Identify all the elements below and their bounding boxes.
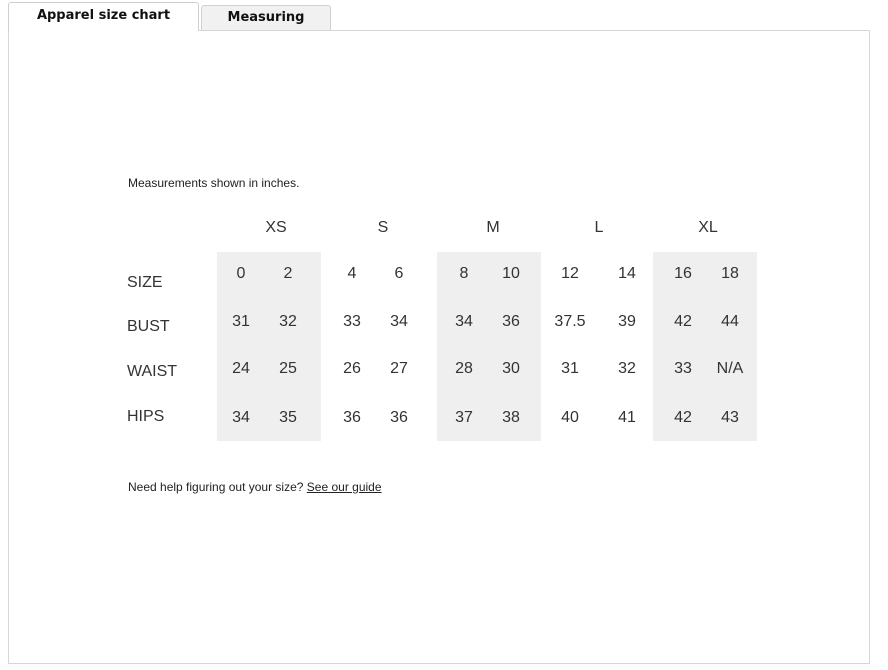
table-cell: 37	[455, 409, 473, 426]
table-cell: 2	[283, 265, 293, 282]
table-cell: 36	[390, 409, 408, 426]
header-s: S	[377, 219, 389, 236]
table-cell: 34	[390, 313, 408, 330]
table-cell: 32	[279, 313, 297, 330]
table-cell: 26	[343, 360, 361, 377]
table-cell: 41	[618, 409, 636, 426]
table-cell: 31	[232, 313, 250, 330]
row-label-size: SIZE	[127, 274, 163, 291]
help-text: Need help figuring out your size?	[128, 480, 304, 494]
table-cell: 25	[279, 360, 297, 377]
table-cell: 34	[455, 313, 473, 330]
table-cell: 8	[459, 265, 469, 282]
table-cell: 6	[394, 265, 404, 282]
table-cell: 32	[618, 360, 636, 377]
table-cell: 4	[347, 265, 357, 282]
table-cell: 42	[674, 409, 692, 426]
table-cell: N/A	[716, 360, 744, 377]
size-guide-link[interactable]: See our guide	[306, 480, 382, 494]
tab-apparel-size-chart[interactable]: Apparel size chart	[8, 2, 199, 31]
header-xl: XL	[698, 219, 718, 236]
table-cell: 38	[502, 409, 520, 426]
table-cell: 43	[721, 409, 739, 426]
tab-bar	[8, 3, 333, 31]
units-note: Measurements shown in inches.	[128, 176, 300, 190]
table-cell: 36	[502, 313, 520, 330]
row-label-bust: BUST	[127, 318, 170, 335]
table-cell: 40	[561, 409, 579, 426]
table-cell: 37.5	[554, 313, 586, 330]
row-label-waist: WAIST	[127, 363, 178, 380]
table-cell: 34	[232, 409, 250, 426]
table-cell: 42	[674, 313, 692, 330]
table-cell: 28	[455, 360, 473, 377]
table-cell: 33	[674, 360, 692, 377]
table-cell: 24	[232, 360, 250, 377]
table-cell: 31	[561, 360, 579, 377]
header-m: M	[486, 219, 500, 236]
table-cell: 39	[618, 313, 636, 330]
row-label-hips: HIPS	[127, 408, 165, 425]
table-cell: 18	[721, 265, 739, 282]
header-l: L	[594, 219, 604, 236]
table-cell: 36	[343, 409, 361, 426]
table-cell: 33	[343, 313, 361, 330]
table-cell: 27	[390, 360, 408, 377]
tab-measuring-info[interactable]: Measuring	[201, 5, 331, 31]
table-cell: 0	[236, 265, 246, 282]
table-cell: 30	[502, 360, 520, 377]
table-cell: 12	[561, 265, 579, 282]
header-xs: XS	[265, 219, 287, 236]
help-line	[128, 480, 382, 494]
table-cell: 16	[674, 265, 692, 282]
table-cell: 35	[279, 409, 297, 426]
table-cell: 44	[721, 313, 739, 330]
table-cell: 14	[618, 265, 636, 282]
table-cell: 10	[502, 265, 520, 282]
